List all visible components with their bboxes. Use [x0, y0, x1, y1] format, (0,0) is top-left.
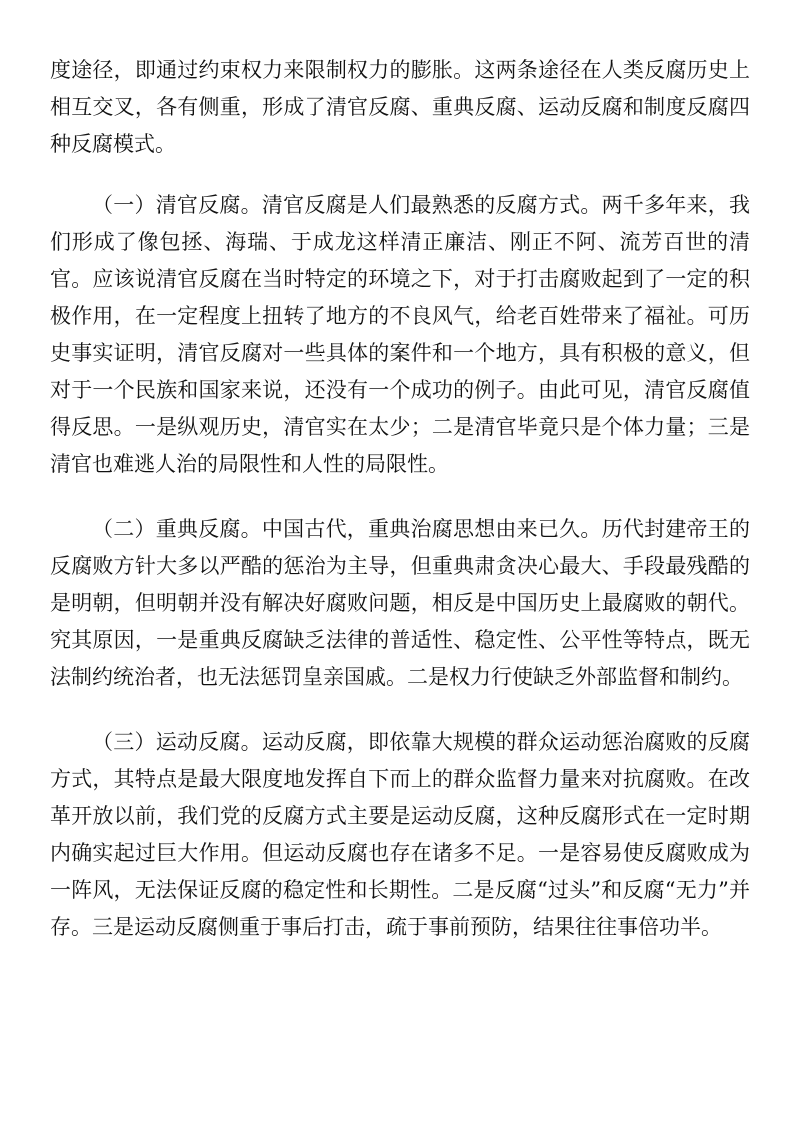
paragraph-clean-official-anticorruption: （一）清官反腐。清官反腐是人们最熟悉的反腐方式。两千多年来，我们形成了像包拯、海瑞、于成龙这样清正廉洁、刚正不阿、流芳百世的清官。应该说清官反腐在当时特定的环境之下，对于打击腐败起到了一定的积极作用，在一定程度上扭转了地方的不良风气，给老百姓带来了福祉。可历史事实证明，清官反腐对一些具体的案件和一个地方，具有积极的意义，但对于一个民族和国家来说，还没有一个成功的例子。由此可见，清官反腐值得反思。一是纵观历史，清官实在太少；二是清官毕竟只是个体力量；三是清官也难逃人治的局限性和人性的局限性。 — [50, 193, 750, 476]
document-page — [50, 0, 750, 974]
paragraph-continuation: 度途径，即通过约束权力来限制权力的膨胀。这两条途径在人类反腐历史上相互交叉，各有侧重，形成了清官反腐、重典反腐、运动反腐和制度反腐四种反腐模式。 — [50, 58, 750, 156]
paragraph-severe-punishment-anticorruption: （二）重典反腐。中国古代，重典治腐思想由来已久。历代封建帝王的反腐败方针大多以严酷的惩治为主导，但重典肃贪决心最大、手段最残酷的是明朝，但明朝并没有解决好腐败问题，相反是中国历史上最腐败的朝代。究其原因，一是重典反腐缺乏法律的普适性、稳定性、公平性等特点，既无法制约统治者，也无法惩罚皇亲国戚。二是权力行使缺乏外部监督和制约。 — [50, 517, 750, 689]
paragraph-campaign-anticorruption: （三）运动反腐。运动反腐，即依靠大规模的群众运动惩治腐败的反腐方式，其特点是最大限度地发挥自下而上的群众监督力量来对抗腐败。在改革开放以前，我们党的反腐方式主要是运动反腐，这种反腐形式在一定时期内确实起过巨大作用。但运动反腐也存在诸多不足。一是容易使反腐败成为一阵风，无法保证反腐的稳定性和长期性。二是反腐“过头”和反腐“无力”并存。三是运动反腐侧重于事后打击，疏于事前预防，结果往往事倍功半。 — [50, 730, 750, 939]
